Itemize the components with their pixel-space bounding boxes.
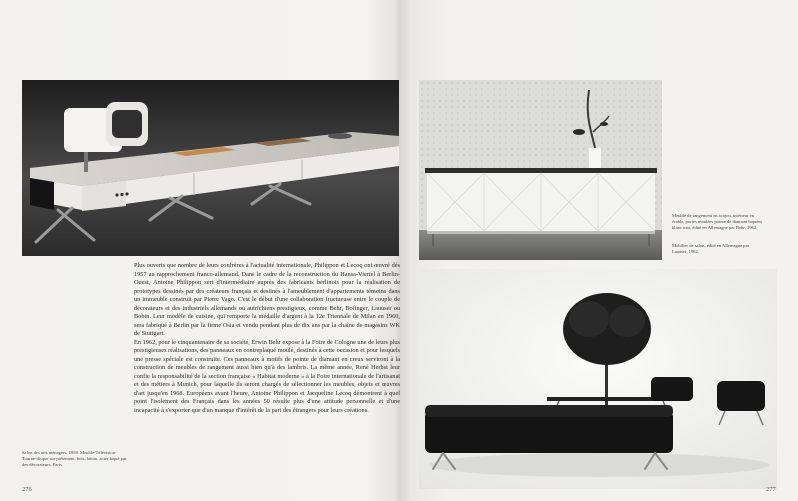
tv-console-photo-icon	[22, 80, 399, 256]
caption-left: Salon des arts ménagers, 1958. Meuble-Télévision-Tourne-disque sur piétement, bois, laiton, acier laqué par des décorateurs, Paris.	[22, 450, 127, 467]
caption-right-2: Mobilier de salon, édité en Allemagne par Laauser, 1962.	[672, 243, 750, 254]
paragraph: Plus ouverts que nombre de leurs confrères à l'actualité internationale, Philippon et Lecoq ont œuvré dès 1957 au rapprochement franco-allemand. Dans le cadre de la reconstruction du Hansa-Viertel à Berlin-Ouest, Antoine Philippon sert d'intermédiaire auprès des fabricants berlinois pour la réalisation de prototypes dessinés par des créateurs français et destinés à l'ameublement d'appartements témoins dans un immeuble construit par Pierre Vago. C'est le début d'une collaboration fructueuse entre le couple de décorateurs et des industriels allemands ou autrichiens prestigieux, comme Behr, Bofinger, Lauuser ou Bobin. Leur modèle de cuisine, qui remporte la médaille d'argent à la 12e Triennale de Milan en 1960, sera fabriqué à Berlin par la firme Osia et vendu pendant plus de dix ans par la chaîne de magasins WK de Stuttgart.	[134, 262, 400, 337]
body-text	[134, 262, 400, 415]
page-number-left: 276	[22, 486, 32, 493]
caption-right-1: Meuble de rangement en acajou, intérieur en érable, portes moulées pointe de diamant laquées blanc mat, édité en Allemagne par Behr, 1962.	[672, 213, 763, 230]
paragraph: En 1962, pour le cinquantenaire de sa société, Erwin Behr expose à la Foire de Cologne une de leurs plus prestigieuses réalisations, des panneaux en contreplaqué moulé, destinés à cette occasion et pour lesquels une presse spéciale est construite. Ces panneaux à motifs de pointe de diamant en creux serviront à la construction de meubles de rangement aussi bien qu'à des lambris. La même année, René Herbst leur confie la responsabilité de la section française « Habitat moderne » à la Foire internationale de l'artisanat et des métiers à Munich, pour laquelle ils seront chargés de sélectionner les meubles, objets et œuvres d'art jusqu'en 1968. Européens avant l'heure, Antoine Philippon et Jacqueline Lecoq démontrent à quel point l'isolement des Français dans les années 50 résulte plus d'une attitude personnelle et d'une incapacité à s'exporter que d'un manque d'intérêt de la part des étrangers pour leurs créations.	[134, 338, 400, 414]
living-room-photo-icon	[419, 269, 777, 489]
sideboard-photo-icon	[419, 80, 662, 260]
page-number-right: 277	[766, 486, 776, 493]
